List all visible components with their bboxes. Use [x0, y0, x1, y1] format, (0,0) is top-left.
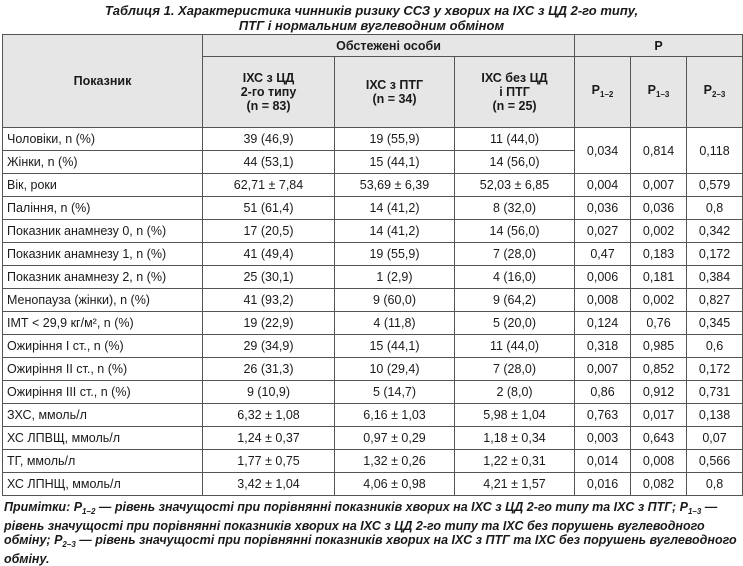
cell-group-2: 15 (44,1)	[335, 335, 455, 358]
table-row	[3, 427, 743, 450]
table-row	[3, 450, 743, 473]
risk-factors-table	[2, 34, 743, 496]
cell-p23: 0,8	[687, 197, 743, 220]
cell-p23: 0,566	[687, 450, 743, 473]
cell-group-3: 1,18 ± 0,34	[455, 427, 575, 450]
cell-p13: 0,008	[631, 450, 687, 473]
cell-group-3: 9 (64,2)	[455, 289, 575, 312]
cell-group-2: 1,32 ± 0,26	[335, 450, 455, 473]
cell-p12: 0,003	[575, 427, 631, 450]
cell-p23: 0,172	[687, 358, 743, 381]
cell-group-1: 26 (31,3)	[203, 358, 335, 381]
notes-text-1: — рівень значущості при порівнянні показників хворих на ІХС з ЦД 2-го типу та ІХС з ПТГ;	[95, 500, 677, 514]
header-examined: Обстежені особи	[203, 35, 575, 57]
row-label: Ожиріння І ст., n (%)	[3, 335, 203, 358]
cell-group-3: 1,22 ± 0,31	[455, 450, 575, 473]
cell-group-1: 19 (22,9)	[203, 312, 335, 335]
table-row	[3, 335, 743, 358]
cell-p13: 0,183	[631, 243, 687, 266]
row-label: ХС ЛПНЩ, ммоль/л	[3, 473, 203, 496]
table-row	[3, 174, 743, 197]
row-label: Паління, n (%)	[3, 197, 203, 220]
cell-group-2: 5 (14,7)	[335, 381, 455, 404]
cell-p12: 0,036	[575, 197, 631, 220]
cell-group-1: 41 (49,4)	[203, 243, 335, 266]
cell-group-3: 14 (56,0)	[455, 151, 575, 174]
cell-p23: 0,8	[687, 473, 743, 496]
cell-group-2: 0,97 ± 0,29	[335, 427, 455, 450]
cell-p13: 0,643	[631, 427, 687, 450]
cell-group-3: 4,21 ± 1,57	[455, 473, 575, 496]
cell-p13: 0,76	[631, 312, 687, 335]
cell-group-2: 1 (2,9)	[335, 266, 455, 289]
cell-p23: 0,345	[687, 312, 743, 335]
cell-group-1: 39 (46,9)	[203, 128, 335, 151]
cell-p23: 0,827	[687, 289, 743, 312]
cell-group-3: 4 (16,0)	[455, 266, 575, 289]
header-group-1-line: ІХС з ЦД	[242, 71, 295, 85]
cell-group-1: 44 (53,1)	[203, 151, 335, 174]
cell-p12: 0,47	[575, 243, 631, 266]
table-caption	[0, 0, 743, 34]
notes-p12-sub: 1–2	[82, 507, 96, 516]
header-group-2	[335, 57, 455, 128]
header-p23-base: Р	[703, 82, 713, 97]
notes-p13-base: Р	[679, 500, 688, 514]
cell-group-3: 5 (20,0)	[455, 312, 575, 335]
cell-group-1: 1,24 ± 0,37	[203, 427, 335, 450]
cell-group-3: 2 (8,0)	[455, 381, 575, 404]
table-row	[3, 404, 743, 427]
header-group-1-line: (n = 83)	[246, 99, 291, 113]
cell-group-2: 9 (60,0)	[335, 289, 455, 312]
cell-group-3: 7 (28,0)	[455, 243, 575, 266]
row-label: Показник анамнезу 2, n (%)	[3, 266, 203, 289]
table-row	[3, 473, 743, 496]
cell-group-3: 14 (56,0)	[455, 220, 575, 243]
header-indicator: Показник	[3, 35, 203, 128]
notes-p12-base: Р	[73, 500, 83, 514]
cell-p12: 0,004	[575, 174, 631, 197]
cell-group-2: 14 (41,2)	[335, 197, 455, 220]
header-p: Р	[575, 35, 743, 57]
notes-text-3: — рівень значущості при порівнянні показників хворих на ІХС з ПТГ та ІХС без порушень вуглеводного обміну.	[4, 533, 737, 566]
cell-group-2: 4,06 ± 0,98	[335, 473, 455, 496]
table-row	[3, 243, 743, 266]
cell-p12: 0,007	[575, 358, 631, 381]
header-group-2-line: (n = 34)	[372, 92, 417, 106]
cell-p12: 0,016	[575, 473, 631, 496]
cell-group-3: 7 (28,0)	[455, 358, 575, 381]
row-label: Ожиріння ІІІ ст., n (%)	[3, 381, 203, 404]
cell-p13: 0,017	[631, 404, 687, 427]
cell-group-1: 29 (34,9)	[203, 335, 335, 358]
cell-p12: 0,006	[575, 266, 631, 289]
header-p13	[631, 57, 687, 128]
table-row	[3, 381, 743, 404]
header-p12-sub: 1–2	[600, 89, 614, 99]
cell-group-3: 11 (44,0)	[455, 335, 575, 358]
cell-group-3: 52,03 ± 6,85	[455, 174, 575, 197]
notes-prefix: Примітки:	[4, 500, 74, 514]
table-row	[3, 128, 743, 151]
header-group-2-line: ІХС з ПТГ	[365, 78, 424, 92]
cell-p13: 0,082	[631, 473, 687, 496]
cell-group-1: 51 (61,4)	[203, 197, 335, 220]
cell-group-2: 6,16 ± 1,03	[335, 404, 455, 427]
header-row-1	[3, 35, 743, 57]
header-p23-sub: 2–3	[712, 89, 726, 99]
cell-p12: 0,034	[575, 128, 631, 174]
cell-p12: 0,763	[575, 404, 631, 427]
cell-group-1: 41 (93,2)	[203, 289, 335, 312]
cell-group-2: 10 (29,4)	[335, 358, 455, 381]
cell-group-1: 17 (20,5)	[203, 220, 335, 243]
cell-p13: 0,814	[631, 128, 687, 174]
header-group-1	[203, 57, 335, 128]
row-label: ІМТ < 29,9 кг/м², n (%)	[3, 312, 203, 335]
header-group-3	[455, 57, 575, 128]
cell-p13: 0,852	[631, 358, 687, 381]
row-label: Вік, роки	[3, 174, 203, 197]
table-row	[3, 266, 743, 289]
cell-group-2: 4 (11,8)	[335, 312, 455, 335]
row-label: Чоловіки, n (%)	[3, 128, 203, 151]
cell-p23: 0,118	[687, 128, 743, 174]
cell-group-1: 6,32 ± 1,08	[203, 404, 335, 427]
table-notes	[4, 500, 737, 566]
cell-group-3: 11 (44,0)	[455, 128, 575, 151]
row-label: Показник анамнезу 1, n (%)	[3, 243, 203, 266]
cell-group-2: 15 (44,1)	[335, 151, 455, 174]
cell-p23: 0,6	[687, 335, 743, 358]
cell-p23: 0,579	[687, 174, 743, 197]
cell-p23: 0,172	[687, 243, 743, 266]
cell-group-1: 1,77 ± 0,75	[203, 450, 335, 473]
notes-p13-sub: 1–3	[687, 507, 702, 516]
cell-group-2: 14 (41,2)	[335, 220, 455, 243]
header-p12	[575, 57, 631, 128]
cell-p12: 0,027	[575, 220, 631, 243]
row-label: ТГ, ммоль/л	[3, 450, 203, 473]
header-p13-base: Р	[647, 82, 657, 97]
cell-group-2: 19 (55,9)	[335, 128, 455, 151]
cell-p23: 0,07	[687, 427, 743, 450]
cell-p13: 0,036	[631, 197, 687, 220]
row-label: Показник анамнезу 0, n (%)	[3, 220, 203, 243]
row-label: Жінки, n (%)	[3, 151, 203, 174]
cell-group-3: 8 (32,0)	[455, 197, 575, 220]
table-row	[3, 289, 743, 312]
caption-line-2: ПТГ і нормальним вуглеводним обміном	[238, 18, 505, 33]
cell-p23: 0,384	[687, 266, 743, 289]
cell-p12: 0,318	[575, 335, 631, 358]
header-group-3-line: і ПТГ	[499, 85, 530, 99]
cell-group-1: 3,42 ± 1,04	[203, 473, 335, 496]
cell-group-2: 53,69 ± 6,39	[335, 174, 455, 197]
table-row	[3, 220, 743, 243]
header-group-3-line: ІХС без ЦД	[481, 71, 548, 85]
header-p23	[687, 57, 743, 128]
notes-p23-base: Р	[54, 533, 63, 547]
cell-p13: 0,985	[631, 335, 687, 358]
row-label: ХС ЛПВЩ, ммоль/л	[3, 427, 203, 450]
table-row	[3, 197, 743, 220]
row-label: Менопауза (жінки), n (%)	[3, 289, 203, 312]
cell-group-2: 19 (55,9)	[335, 243, 455, 266]
cell-p13: 0,007	[631, 174, 687, 197]
header-p12-base: Р	[591, 82, 601, 97]
cell-p23: 0,731	[687, 381, 743, 404]
cell-p13: 0,002	[631, 220, 687, 243]
cell-p13: 0,002	[631, 289, 687, 312]
caption-line-1: Таблиця 1. Характеристика чинників ризику ССЗ у хворих на ІХС з ЦД 2-го типу,	[104, 3, 639, 18]
notes-text-2: — рівень значущості при порівнянні показників хворих на ІХС з ЦД 2-го типу та ІХС без порушень вуглеводного обміну;	[4, 500, 718, 547]
table-row	[3, 358, 743, 381]
cell-group-1: 62,71 ± 7,84	[203, 174, 335, 197]
cell-p12: 0,86	[575, 381, 631, 404]
header-group-3-line: (n = 25)	[492, 99, 537, 113]
cell-group-3: 5,98 ± 1,04	[455, 404, 575, 427]
cell-p23: 0,138	[687, 404, 743, 427]
cell-p13: 0,912	[631, 381, 687, 404]
cell-group-1: 9 (10,9)	[203, 381, 335, 404]
header-group-1-line: 2-го типу	[240, 85, 297, 99]
table-row	[3, 312, 743, 335]
cell-p13: 0,181	[631, 266, 687, 289]
notes-p23-sub: 2–3	[62, 540, 76, 549]
header-p13-sub: 1–3	[656, 89, 670, 99]
cell-p23: 0,342	[687, 220, 743, 243]
cell-p12: 0,014	[575, 450, 631, 473]
cell-p12: 0,008	[575, 289, 631, 312]
row-label: Ожиріння ІІ ст., n (%)	[3, 358, 203, 381]
row-label: ЗХС, ммоль/л	[3, 404, 203, 427]
cell-p12: 0,124	[575, 312, 631, 335]
cell-group-1: 25 (30,1)	[203, 266, 335, 289]
